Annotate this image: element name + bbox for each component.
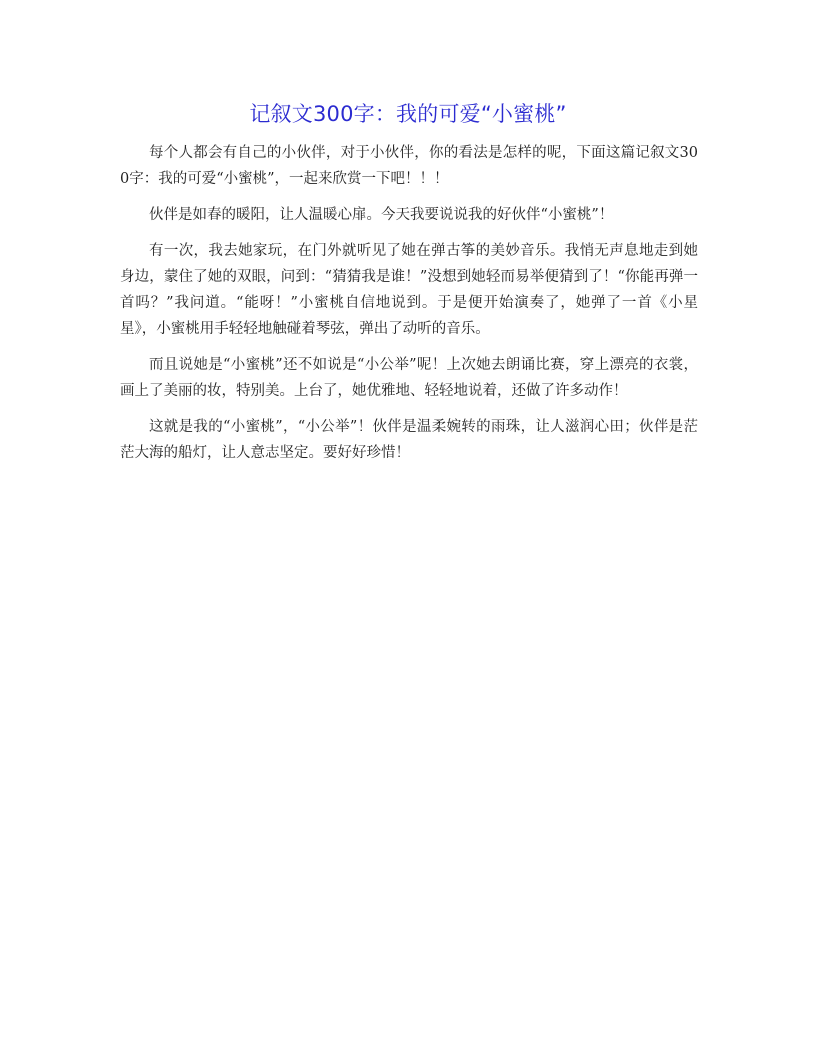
paragraph-5: 这就是我的“小蜜桃”，“小公举”！伙伴是温柔婉转的雨珠，让人滋润心田；伙伴是茫茫大海的船灯，让人意志坚定。要好好珍惜！ [120,419,698,461]
document-body [120,140,698,466]
document-title: 记叙文300字：我的可爱“小蜜桃” [249,102,567,126]
paragraph-3: 有一次，我去她家玩，在门外就听见了她在弹古筝的美妙音乐。我悄无声息地走到她身边，蒙住了她的双眼，问到：“猜猜我是谁！”没想到她轻而易举便猜到了！“你能再弹一首吗？”我问道。“能呀！”小蜜桃自信地说到。于是便开始演奏了，她弹了一首《小星星》，小蜜桃用手轻轻地触碰着琴弦，弹出了动听的音乐。 [120,243,698,337]
paragraph-4: 而且说她是“小蜜桃”还不如说是“小公举”呢！上次她去朗诵比赛，穿上漂亮的衣裳，画上了美丽的妆，特别美。上台了，她优雅地、轻轻地说着，还做了许多动作！ [120,357,698,399]
paragraph-intro: 每个人都会有自己的小伙伴，对于小伙伴，你的看法是怎样的呢，下面这篇记叙文300字：我的可爱“小蜜桃”，一起来欣赏一下吧！！！ [120,145,698,187]
paragraph-2: 伙伴是如春的暖阳，让人温暖心扉。今天我要说说我的好伙伴“小蜜桃”！ [149,207,614,223]
